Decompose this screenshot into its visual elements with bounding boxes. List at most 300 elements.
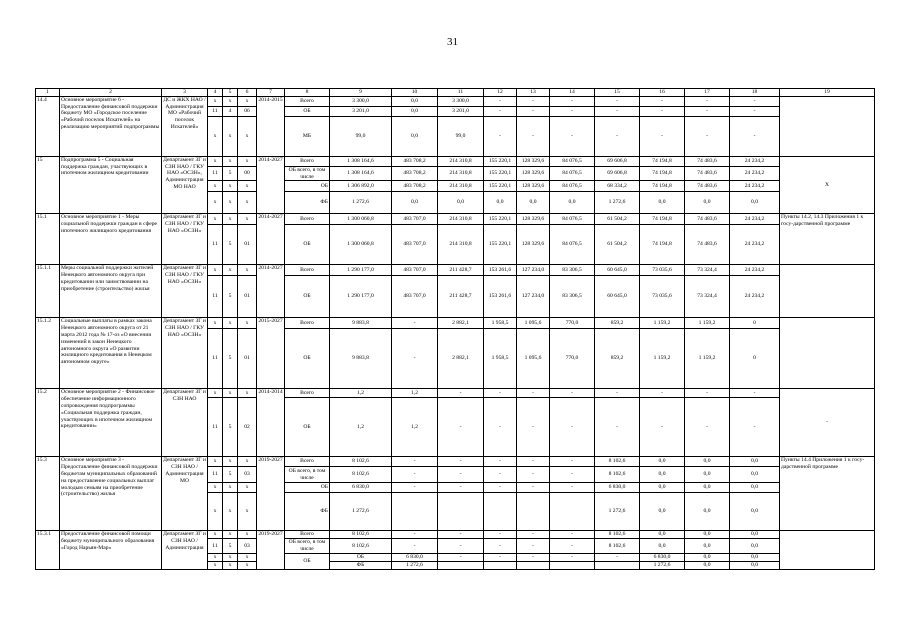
amount-cell: 153 261,6 bbox=[484, 265, 517, 276]
amount-cell: 1 300 060,8 bbox=[330, 225, 392, 265]
amount-cell: - bbox=[484, 96, 517, 106]
budget-code: x bbox=[208, 181, 223, 192]
amount-cell: 0,0 bbox=[730, 483, 780, 493]
row-years: 2014-2027 bbox=[257, 265, 285, 318]
amount-cell: - bbox=[392, 318, 438, 329]
amount-cell: - bbox=[517, 96, 550, 106]
amount-cell: - bbox=[595, 96, 640, 106]
budget-code: 11 bbox=[208, 398, 223, 457]
column-number: 1 bbox=[36, 89, 60, 97]
amount-cell: 0,0 bbox=[730, 493, 780, 531]
amount-cell: 0,0 bbox=[392, 192, 438, 214]
amount-cell: 0,0 bbox=[685, 483, 730, 493]
row-executor: Департамент ЗГ и СЗН НАО / ГКУ НАО «ОСЗН», Администрация МО НАО bbox=[162, 156, 208, 214]
amount-cell bbox=[550, 561, 595, 569]
amount-cell: 9 883,8 bbox=[330, 318, 392, 329]
amount-cell: 73 035,6 bbox=[640, 276, 685, 318]
budget-code: x bbox=[208, 318, 223, 329]
funding-source: ОБ всего, в том числе bbox=[285, 539, 330, 554]
funding-source: ФБ bbox=[285, 493, 330, 531]
amount-cell: 0,0 bbox=[640, 457, 685, 467]
amount-cell: 8 102,6 bbox=[595, 531, 640, 539]
budget-code: 00 bbox=[238, 166, 257, 181]
amount-cell: 84 076,5 bbox=[550, 214, 595, 225]
amount-cell: 0,0 bbox=[640, 531, 685, 539]
row-executor: Департамент ЗГ и СЗН НАО / Администрация bbox=[162, 531, 208, 570]
amount-cell: - bbox=[595, 106, 640, 116]
amount-cell: 24 234,2 bbox=[730, 225, 780, 265]
budget-code: x bbox=[238, 192, 257, 214]
amount-cell: 1 306 892,0 bbox=[330, 181, 392, 192]
amount-cell: - bbox=[392, 483, 438, 493]
amount-cell bbox=[438, 493, 484, 531]
amount-cell: 61 504,2 bbox=[595, 225, 640, 265]
budget-code: 01 bbox=[238, 225, 257, 265]
amount-cell: 2 882,1 bbox=[438, 318, 484, 329]
amount-cell: - bbox=[640, 96, 685, 106]
amount-cell: 214 310,8 bbox=[438, 214, 484, 225]
budget-code: x bbox=[223, 181, 238, 192]
row-years: 2014-2027 bbox=[257, 214, 285, 265]
amount-cell: 1 159,2 bbox=[640, 329, 685, 389]
amount-cell: - bbox=[392, 539, 438, 554]
amount-cell: 8 102,6 bbox=[330, 467, 392, 483]
amount-cell: 128 329,6 bbox=[517, 214, 550, 225]
amount-cell: - bbox=[550, 539, 595, 554]
amount-cell: 1,2 bbox=[392, 398, 438, 457]
amount-cell bbox=[517, 493, 550, 531]
amount-cell: - bbox=[685, 106, 730, 116]
funding-source: ОБ bbox=[285, 276, 330, 318]
table-row bbox=[36, 318, 875, 329]
funding-source: ОБ bbox=[285, 225, 330, 265]
column-number: 10 bbox=[392, 89, 438, 97]
amount-cell: 9 883,8 bbox=[330, 329, 392, 389]
budget-code: 11 bbox=[208, 329, 223, 389]
amount-cell: - bbox=[517, 398, 550, 457]
amount-cell bbox=[595, 561, 640, 569]
amount-cell: 0,0 bbox=[730, 467, 780, 483]
funding-source: ОБ bbox=[285, 398, 330, 457]
table-row bbox=[36, 389, 875, 398]
budget-code: x bbox=[208, 483, 223, 493]
budget-code: x bbox=[208, 214, 223, 225]
budget-code: 11 bbox=[208, 539, 223, 554]
amount-cell: 0,0 bbox=[730, 539, 780, 554]
budget-code: x bbox=[238, 483, 257, 493]
amount-cell: - bbox=[438, 389, 484, 398]
column-number: 3 bbox=[162, 89, 208, 97]
amount-cell: - bbox=[392, 467, 438, 483]
budget-code: x bbox=[208, 192, 223, 214]
amount-cell: 0,0 bbox=[685, 553, 730, 561]
row-note bbox=[780, 96, 875, 156]
amount-cell: 1 272,6 bbox=[640, 561, 685, 569]
budget-code: x bbox=[238, 116, 257, 156]
amount-cell: 60 645,0 bbox=[595, 276, 640, 318]
amount-cell: - bbox=[438, 467, 484, 483]
amount-cell: 74 194,8 bbox=[640, 166, 685, 181]
amount-cell: 74 194,8 bbox=[640, 225, 685, 265]
amount-cell: 0,0 bbox=[392, 106, 438, 116]
row-years: 2019-2027 bbox=[257, 457, 285, 531]
row-note bbox=[780, 318, 875, 389]
budget-code: x bbox=[223, 156, 238, 166]
amount-cell: 483 708,2 bbox=[392, 181, 438, 192]
amount-cell: - bbox=[685, 398, 730, 457]
amount-cell: 770,0 bbox=[550, 329, 595, 389]
row-name: Основное мероприятие 6 - Предоставление финансовой поддержки бюджету МО «Городское поселение «Рабочий поселок Искателей» на реализацию мероприятий подпрограммы bbox=[60, 96, 162, 156]
amount-cell: 211 428,7 bbox=[438, 265, 484, 276]
table-row bbox=[36, 96, 875, 106]
amount-cell: 24 234,2 bbox=[730, 214, 780, 225]
amount-cell: 74 483,6 bbox=[685, 214, 730, 225]
budget-code: x bbox=[238, 265, 257, 276]
row-name: Основное мероприятие 1 - Меры социальной поддержки граждан в сфере ипотечного жилищного кредитования bbox=[60, 214, 162, 265]
funding-group: ОБ bbox=[285, 553, 330, 569]
amount-cell: 0,0 bbox=[438, 192, 484, 214]
amount-cell: - bbox=[484, 389, 517, 398]
row-code: 14.4 bbox=[36, 96, 60, 156]
amount-cell: 74 194,8 bbox=[640, 214, 685, 225]
amount-cell: 155 220,1 bbox=[484, 225, 517, 265]
budget-code: x bbox=[238, 553, 257, 561]
amount-cell: 211 428,7 bbox=[438, 276, 484, 318]
budget-code: x bbox=[223, 457, 238, 467]
amount-cell: - bbox=[484, 483, 517, 493]
budget-code: x bbox=[223, 561, 238, 569]
amount-cell: - bbox=[517, 106, 550, 116]
budget-code: x bbox=[223, 389, 238, 398]
amount-cell: 8 102,6 bbox=[595, 467, 640, 483]
amount-cell: 1 159,2 bbox=[640, 318, 685, 329]
table-row bbox=[36, 531, 875, 539]
amount-cell: 8 102,6 bbox=[595, 457, 640, 467]
row-note: Пункты 14.2, 14.3 Приложения 1 к госу-дарственной программе bbox=[780, 214, 875, 265]
funding-source: ОБ bbox=[285, 329, 330, 389]
amount-cell: 0,0 bbox=[685, 539, 730, 554]
amount-cell: 0,0 bbox=[685, 467, 730, 483]
amount-cell: 1 272,6 bbox=[595, 493, 640, 531]
funding-source: МБ bbox=[285, 116, 330, 156]
amount-cell: 0 bbox=[730, 329, 780, 389]
row-name: Основное мероприятие 3 - Предоставление финансовой поддержки бюджетам муниципальных образований на предоставление социальных выплат молодым семьям на приобретение (строительство) жилья bbox=[60, 457, 162, 531]
amount-cell: - bbox=[550, 467, 595, 483]
column-number: 16 bbox=[640, 89, 685, 97]
amount-cell bbox=[517, 561, 550, 569]
amount-cell: 84 076,5 bbox=[550, 166, 595, 181]
row-years: 2015-2027 bbox=[257, 318, 285, 389]
budget-code: x bbox=[223, 192, 238, 214]
budget-code: 5 bbox=[223, 329, 238, 389]
column-number: 12 bbox=[484, 89, 517, 97]
amount-cell: 74 483,6 bbox=[685, 225, 730, 265]
amount-cell bbox=[484, 493, 517, 531]
amount-cell: 1 290 177,0 bbox=[330, 276, 392, 318]
funding-source: ОБ всего, в том числе bbox=[285, 467, 330, 483]
funding-source: Всего bbox=[285, 214, 330, 225]
column-number: 13 bbox=[517, 89, 550, 97]
amount-cell: - bbox=[392, 531, 438, 539]
amount-cell: 128 329,6 bbox=[517, 225, 550, 265]
row-name: Меры социальной поддержки жителей Ненецкого автономного округа при кредитовании или заимствовании на приобретение (строительство) жилья bbox=[60, 265, 162, 318]
amount-cell: 0,0 bbox=[640, 493, 685, 531]
amount-cell: - bbox=[517, 116, 550, 156]
amount-cell: 0,0 bbox=[640, 483, 685, 493]
amount-cell: 483 707,0 bbox=[392, 214, 438, 225]
budget-code: 5 bbox=[223, 467, 238, 483]
amount-cell: - bbox=[517, 483, 550, 493]
budget-code: 5 bbox=[223, 166, 238, 181]
amount-cell: - bbox=[484, 457, 517, 467]
amount-cell: 1 290 177,0 bbox=[330, 265, 392, 276]
budget-code: x bbox=[208, 493, 223, 531]
amount-cell: - bbox=[640, 116, 685, 156]
amount-cell: 0,0 bbox=[484, 192, 517, 214]
budget-code: 4 bbox=[223, 106, 238, 116]
row-name: Социальные выплаты в рамках закона Ненецкого автономного округа от 21 марта 2012 года № 17-оз «О внесении изменений в закон Ненецкого автономного округа «О развитии жилищного кредитования в Ненецком автономном округе» bbox=[60, 318, 162, 389]
funding-source: Всего bbox=[285, 156, 330, 166]
budget-code: x bbox=[208, 116, 223, 156]
amount-cell: 99,0 bbox=[330, 116, 392, 156]
amount-cell: 1 272,6 bbox=[330, 192, 392, 214]
funding-source: Всего bbox=[285, 318, 330, 329]
amount-cell: 74 194,8 bbox=[640, 181, 685, 192]
amount-cell: 1 958,5 bbox=[484, 318, 517, 329]
amount-cell: 128 329,6 bbox=[517, 181, 550, 192]
funding-source: ОБ bbox=[285, 483, 330, 493]
amount-cell: 214 310,8 bbox=[438, 225, 484, 265]
amount-cell: 0,0 bbox=[730, 192, 780, 214]
budget-code: x bbox=[223, 96, 238, 106]
row-note bbox=[780, 531, 875, 570]
amount-cell: - bbox=[438, 457, 484, 467]
funding-source: Всего bbox=[285, 457, 330, 467]
amount-cell: - bbox=[550, 398, 595, 457]
budget-code: x bbox=[223, 318, 238, 329]
amount-cell: 24 234,2 bbox=[730, 276, 780, 318]
row-name: Подпрограмма 5 - Социальная поддержка граждан, участвующих в ипотечном жилищном кредитовании bbox=[60, 156, 162, 214]
page-number: 31 bbox=[447, 36, 458, 48]
budget-code: 11 bbox=[208, 106, 223, 116]
amount-cell: 128 329,6 bbox=[517, 156, 550, 166]
amount-cell: 127 234,0 bbox=[517, 265, 550, 276]
column-number: 11 bbox=[438, 89, 484, 97]
amount-cell: 2 882,1 bbox=[438, 329, 484, 389]
table-row bbox=[36, 457, 875, 467]
amount-cell: - bbox=[438, 531, 484, 539]
amount-cell: 0,0 bbox=[640, 539, 685, 554]
budget-code: x bbox=[223, 116, 238, 156]
budget-code: x bbox=[238, 493, 257, 531]
row-years: 2014-2015 bbox=[257, 96, 285, 156]
amount-cell: 0,0 bbox=[685, 531, 730, 539]
budget-table bbox=[35, 88, 875, 570]
amount-cell: - bbox=[730, 389, 780, 398]
amount-cell: 1,2 bbox=[392, 389, 438, 398]
amount-cell: 74 483,6 bbox=[685, 166, 730, 181]
row-executor: Департамент ЗГ и СЗН НАО / ГКУ НАО «ОСЗН» bbox=[162, 318, 208, 389]
budget-code: 5 bbox=[223, 398, 238, 457]
column-number: 7 bbox=[257, 89, 285, 97]
amount-cell: - bbox=[550, 483, 595, 493]
amount-cell: - bbox=[595, 398, 640, 457]
amount-cell: - bbox=[685, 116, 730, 156]
amount-cell: - bbox=[484, 539, 517, 554]
amount-cell: 483 708,2 bbox=[392, 156, 438, 166]
amount-cell: 1 095,6 bbox=[517, 318, 550, 329]
budget-code: 11 bbox=[208, 225, 223, 265]
column-number: 15 bbox=[595, 89, 640, 97]
budget-code: x bbox=[223, 265, 238, 276]
amount-cell: - bbox=[517, 553, 550, 561]
budget-code: 11 bbox=[208, 276, 223, 318]
column-number: 14 bbox=[550, 89, 595, 97]
budget-code: x bbox=[223, 483, 238, 493]
column-number: 4 bbox=[208, 89, 223, 97]
row-name: Основное мероприятие 2 - Финансовое обеспечение информационного сопровождения подпрограммы «Социальная поддержка граждан, участвующих в ипотечном жилищном кредитовании» bbox=[60, 389, 162, 457]
budget-code: x bbox=[208, 531, 223, 539]
amount-cell: 73 324,4 bbox=[685, 276, 730, 318]
row-note bbox=[780, 265, 875, 318]
amount-cell: 24 234,2 bbox=[730, 265, 780, 276]
amount-cell: 127 234,0 bbox=[517, 276, 550, 318]
budget-code: x bbox=[208, 265, 223, 276]
row-code: 15.1.2 bbox=[36, 318, 60, 389]
amount-cell: 0,0 bbox=[685, 192, 730, 214]
amount-cell: 6 830,0 bbox=[392, 553, 438, 561]
funding-source: ОБ bbox=[330, 553, 392, 561]
amount-cell: - bbox=[392, 457, 438, 467]
budget-code: 03 bbox=[238, 467, 257, 483]
amount-cell: - bbox=[392, 329, 438, 389]
amount-cell: 1 300 060,8 bbox=[330, 214, 392, 225]
budget-code: 5 bbox=[223, 225, 238, 265]
budget-code: 06 bbox=[238, 106, 257, 116]
table-row bbox=[36, 265, 875, 276]
amount-cell: 483 707,0 bbox=[392, 276, 438, 318]
budget-code: 5 bbox=[223, 539, 238, 554]
amount-cell: - bbox=[484, 531, 517, 539]
amount-cell: 214 310,8 bbox=[438, 181, 484, 192]
amount-cell: 859,2 bbox=[595, 329, 640, 389]
amount-cell: 8 102,6 bbox=[595, 539, 640, 554]
amount-cell: 0,0 bbox=[685, 493, 730, 531]
amount-cell: 74 483,6 bbox=[685, 181, 730, 192]
funding-source: ФБ bbox=[330, 561, 392, 569]
amount-cell: - bbox=[640, 398, 685, 457]
budget-code: 5 bbox=[223, 276, 238, 318]
amount-cell: 0,0 bbox=[685, 561, 730, 569]
amount-cell: - bbox=[438, 553, 484, 561]
column-number: 8 bbox=[285, 89, 330, 97]
amount-cell bbox=[484, 561, 517, 569]
amount-cell: - bbox=[517, 531, 550, 539]
amount-cell: - bbox=[438, 483, 484, 493]
amount-cell: - bbox=[550, 96, 595, 106]
amount-cell: 859,2 bbox=[595, 318, 640, 329]
budget-code: 01 bbox=[238, 329, 257, 389]
amount-cell: 3 201,0 bbox=[438, 106, 484, 116]
amount-cell: 1 272,6 bbox=[392, 561, 438, 569]
funding-source: Всего bbox=[285, 531, 330, 539]
amount-cell: - bbox=[550, 531, 595, 539]
amount-cell: 0,0 bbox=[392, 116, 438, 156]
column-number: 6 bbox=[238, 89, 257, 97]
row-code: 15.2 bbox=[36, 389, 60, 457]
row-executor: Департамент ЗГ и СЗН НАО / ГКУ НАО «ОСЗН» bbox=[162, 265, 208, 318]
amount-cell: - bbox=[640, 106, 685, 116]
budget-code: x bbox=[208, 96, 223, 106]
amount-cell: - bbox=[730, 106, 780, 116]
budget-code: x bbox=[223, 214, 238, 225]
funding-source: Всего bbox=[285, 265, 330, 276]
amount-cell: 155 220,1 bbox=[484, 214, 517, 225]
amount-cell: 128 329,6 bbox=[517, 166, 550, 181]
amount-cell: 0,0 bbox=[730, 457, 780, 467]
amount-cell: 6 830,0 bbox=[330, 483, 392, 493]
column-number: 5 bbox=[223, 89, 238, 97]
row-years: 2019-2027 bbox=[257, 531, 285, 570]
column-number-row bbox=[36, 89, 875, 97]
amount-cell: - bbox=[438, 539, 484, 554]
budget-code: 01 bbox=[238, 276, 257, 318]
budget-code: x bbox=[238, 181, 257, 192]
amount-cell: 69 606,8 bbox=[595, 166, 640, 181]
budget-code: x bbox=[238, 96, 257, 106]
amount-cell: - bbox=[730, 116, 780, 156]
row-code: 15.3.1 bbox=[36, 531, 60, 570]
budget-code: x bbox=[238, 156, 257, 166]
budget-code: x bbox=[208, 553, 223, 561]
amount-cell: - bbox=[595, 389, 640, 398]
amount-cell: 84 076,5 bbox=[550, 225, 595, 265]
amount-cell: 3 300,0 bbox=[438, 96, 484, 106]
amount-cell: 69 606,8 bbox=[595, 156, 640, 166]
amount-cell: 1,2 bbox=[330, 389, 392, 398]
amount-cell: 214 310,8 bbox=[438, 166, 484, 181]
amount-cell: 83 306,5 bbox=[550, 265, 595, 276]
row-note: Х bbox=[780, 156, 875, 214]
amount-cell: 8 102,6 bbox=[330, 539, 392, 554]
amount-cell: 1 159,2 bbox=[685, 329, 730, 389]
amount-cell: - bbox=[484, 398, 517, 457]
budget-code: x bbox=[238, 457, 257, 467]
row-executor: ДС и ЖКХ НАО / Администрация МО «Рабочий поселок Искателей» bbox=[162, 96, 208, 156]
budget-code: 02 bbox=[238, 398, 257, 457]
amount-cell: - bbox=[438, 398, 484, 457]
amount-cell bbox=[438, 561, 484, 569]
row-name: Предоставление финансовой помощи бюджету муниципального образования «Город Нарьян-Мар» bbox=[60, 531, 162, 570]
amount-cell: - bbox=[730, 96, 780, 106]
amount-cell: 24 234,2 bbox=[730, 181, 780, 192]
amount-cell: - bbox=[550, 457, 595, 467]
amount-cell: 6 830,0 bbox=[640, 553, 685, 561]
amount-cell: 24 234,2 bbox=[730, 166, 780, 181]
funding-source: Всего bbox=[285, 96, 330, 106]
column-number: 17 bbox=[685, 89, 730, 97]
amount-cell: 1 272,6 bbox=[330, 493, 392, 531]
amount-cell: 61 504,2 bbox=[595, 214, 640, 225]
row-executor: Департамент ЗГ и СЗН НАО / ГКУ НАО «ОСЗН» bbox=[162, 214, 208, 265]
amount-cell: 0,0 bbox=[730, 561, 780, 569]
budget-code: x bbox=[223, 493, 238, 531]
amount-cell: 0,0 bbox=[730, 553, 780, 561]
amount-cell: 74 483,6 bbox=[685, 156, 730, 166]
budget-code: 11 bbox=[208, 467, 223, 483]
amount-cell: 1 159,2 bbox=[685, 318, 730, 329]
row-years: 2014-2027 bbox=[257, 156, 285, 214]
